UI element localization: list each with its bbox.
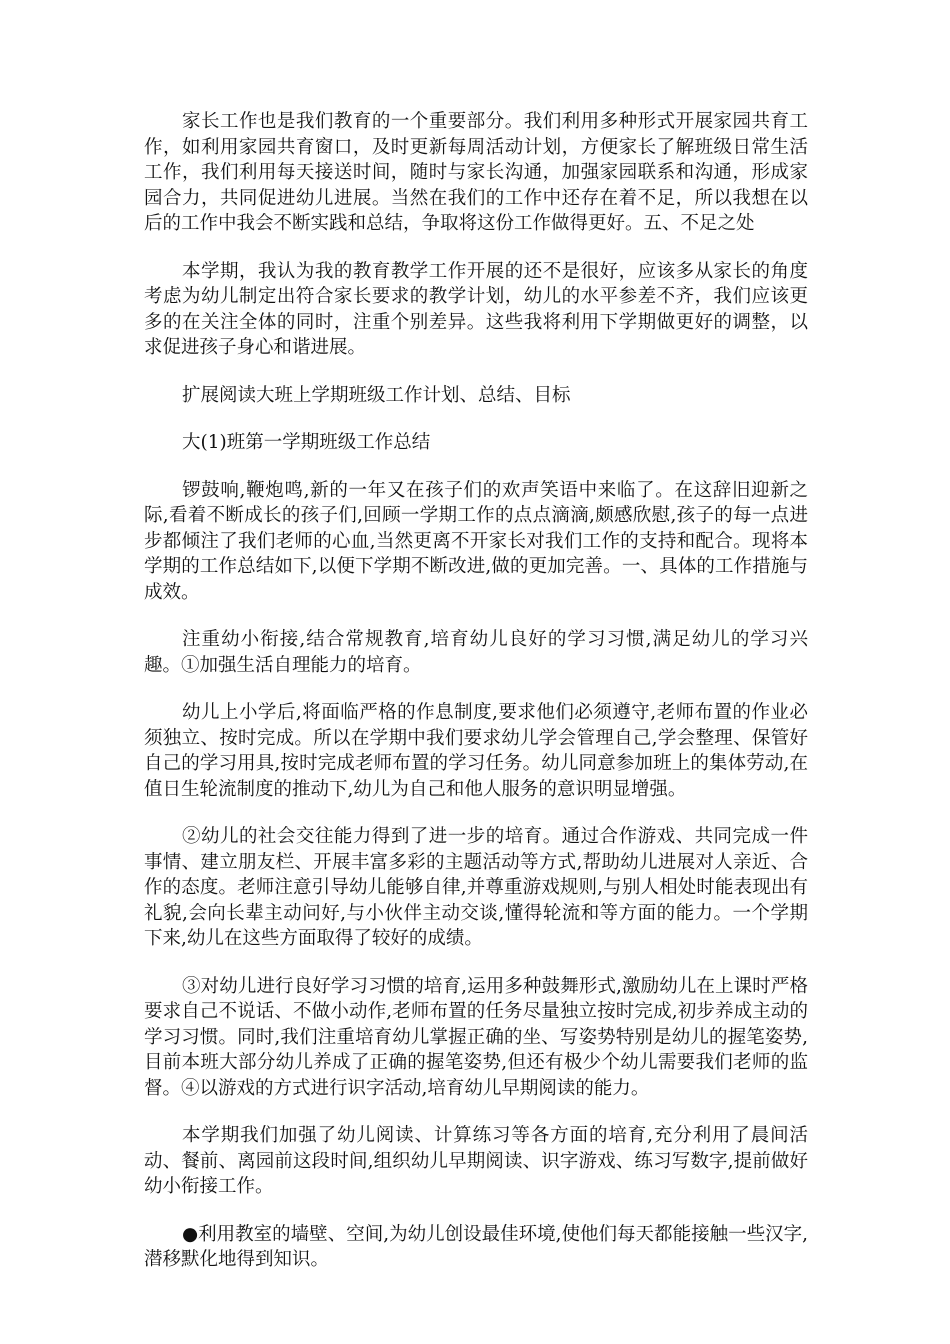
paragraph-new-year-intro: 锣鼓响,鞭炮鸣,新的一年又在孩子们的欢声笑语中来临了。在这辞旧迎新之际,看着不断成长的孩子们,回顾一学期工作的点点滴滴,颇感欣慰,孩子的每一点进步都倾注了我们老师的心血,当然更离不开家长对我们工作的支持和配合。现将本学期的工作总结如下,以便下学期不断改进,做的更加完善。一、具体的工作措施与成效。: [144, 479, 808, 603]
paragraph-transition-focus: 注重幼小衔接,结合常规教育,培育幼儿良好的学习习惯,满足幼儿的学习兴趣。①加强生活自理能力的培育。: [144, 629, 808, 676]
paragraph-parent-work: 家长工作也是我们教育的一个重要部分。我们利用多种形式开展家园共育工作，如利用家园共育窗口，及时更新每周活动计划，方便家长了解班级日常生活工作，我们利用每天接送时间，随时与家长沟通，加强家园联系和沟通，形成家园合力，共同促进幼儿进展。当然在我们的工作中还存在着不足，所以我想在以后的工作中我会不断实践和总结，争取将这份工作做得更好。五、不足之处: [144, 111, 808, 234]
paragraph-this-semester-reflection: 本学期，我认为我的教育教学工作开展的还不是很好，应该多从家长的角度考虑为幼儿制定出符合家长要求的教学计划，幼儿的水平参差不齐，我们应该更多的在关注全体的同时，注重个别差异。这些我将利用下学期做更好的调整，以求促进孩子身心和谐进展。: [144, 260, 808, 358]
paragraph-study-habits: ③对幼儿进行良好学习习惯的培育,运用多种鼓舞形式,激励幼儿在上课时严格要求自己不说话、不做小动作,老师布置的任务尽量独立按时完成,初步养成主动的学习习惯。同时,我们注重培育幼儿掌握正确的坐、写姿势特别是幼儿的握笔姿势,目前本班大部分幼儿养成了正确的握笔姿势,但还有极少个幼儿需要我们老师的监督。④以游戏的方式进行识字活动,培育幼儿早期阅读的能力。: [144, 975, 808, 1099]
paragraph-classroom-environment: ●利用教室的墙壁、空间,为幼儿创设最佳环境,使他们每天都能接触一些汉字,潜移默化地得到知识。: [144, 1223, 808, 1270]
paragraph-self-care: 幼儿上小学后,将面临严格的作息制度,要求他们必须遵守,老师布置的作业必须独立、按时完成。所以在学期中我们要求幼儿学会管理自己,学会整理、保管好自己的学习用具,按时完成老师布置的学习任务。幼儿同意参加班上的集体劳动,在值日生轮流制度的推动下,幼儿为自己和他人服务的意识明显增强。: [144, 702, 808, 800]
paragraph-class-summary-title: 大(1)班第一学期班级工作总结: [182, 432, 431, 453]
paragraph-social-skills: ②幼儿的社会交往能力得到了进一步的培育。通过合作游戏、共同完成一件事情、建立朋友栏、开展丰富多彩的主题活动等方式,帮助幼儿进展对人亲近、合作的态度。老师注意引导幼儿能够自律,并尊重游戏规则,与别人相处时能表现出有礼貌,会向长辈主动问好,与小伙伴主动交谈,懂得轮流和等方面的能力。一个学期下来,幼儿在这些方面取得了较好的成绩。: [144, 826, 808, 949]
paragraph-extended-reading-title: 扩展阅读大班上学期班级工作计划、总结、目标: [182, 384, 571, 406]
paragraph-reading-practice: 本学期我们加强了幼儿阅读、计算练习等各方面的培育,充分利用了晨间活动、餐前、离园前这段时间,组织幼儿早期阅读、识字游戏、练习写数字,提前做好幼小衔接工作。: [144, 1125, 808, 1197]
document-page: [144, 109, 808, 1295]
